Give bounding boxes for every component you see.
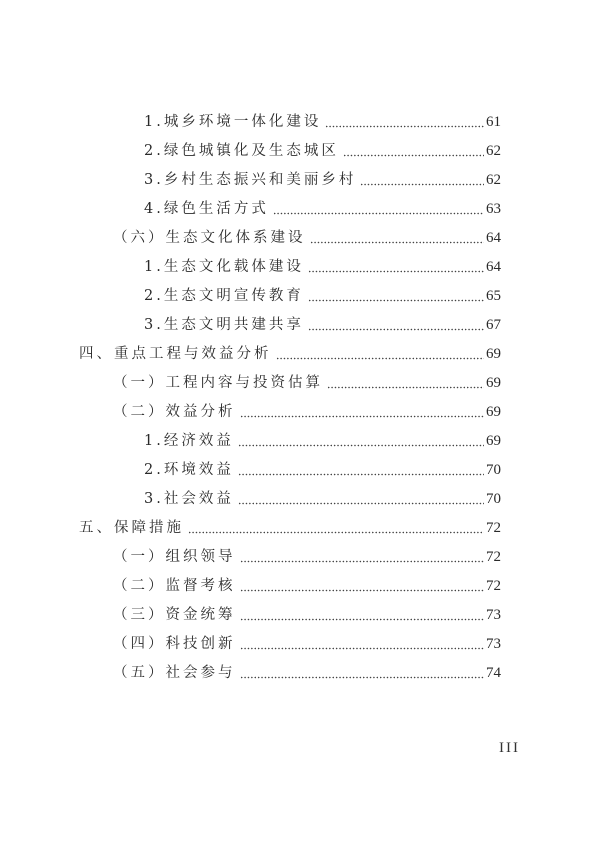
dot-leader xyxy=(240,576,485,592)
toc-entry[interactable] xyxy=(144,140,501,162)
toc-entry-page: 67 xyxy=(486,317,501,333)
toc-entry-page: 62 xyxy=(486,143,501,159)
toc-entry-label: 五、保障措施 xyxy=(79,520,184,536)
toc-entry-page: 69 xyxy=(486,346,501,362)
dot-leader xyxy=(238,460,484,476)
toc-entry-page: 72 xyxy=(486,549,501,565)
toc-entry-page: 61 xyxy=(486,114,501,130)
toc-entry-page: 70 xyxy=(486,462,501,478)
dot-leader xyxy=(240,547,485,563)
toc-entry-label: 3.乡村生态振兴和美丽乡村 xyxy=(144,172,357,188)
dot-leader xyxy=(273,199,484,215)
dot-leader xyxy=(360,170,484,186)
toc-entry[interactable] xyxy=(113,575,501,597)
toc-entry-page: 73 xyxy=(486,607,501,623)
dot-leader xyxy=(308,257,484,273)
toc-entry-label: （二）监督考核 xyxy=(113,578,236,594)
toc-entry[interactable] xyxy=(144,430,501,452)
toc-entry[interactable] xyxy=(113,633,501,655)
toc-entry[interactable] xyxy=(79,343,501,365)
page-number: III xyxy=(499,740,520,756)
toc-entry-page: 69 xyxy=(486,433,501,449)
toc-entry-page: 63 xyxy=(486,201,501,217)
toc-entry[interactable] xyxy=(113,401,501,423)
dot-leader xyxy=(308,286,484,302)
toc-entry-label: （五）社会参与 xyxy=(113,665,236,681)
dot-leader xyxy=(240,605,485,621)
toc-entry-label: 2.绿色城镇化及生态城区 xyxy=(144,143,339,159)
toc-entry-label: 四、重点工程与效益分析 xyxy=(79,346,272,362)
toc-entry[interactable] xyxy=(144,256,501,278)
toc-entry-label: （一）组织领导 xyxy=(113,549,236,565)
dot-leader xyxy=(310,228,485,244)
toc-entry-page: 74 xyxy=(486,665,501,681)
dot-leader xyxy=(240,634,485,650)
toc-entry-page: 65 xyxy=(486,288,501,304)
toc-entry[interactable] xyxy=(79,517,501,539)
dot-leader xyxy=(238,431,484,447)
toc-entry[interactable] xyxy=(113,662,501,684)
toc-entry-label: （二）效益分析 xyxy=(113,404,236,420)
toc-entry-page: 72 xyxy=(486,520,501,536)
toc-entry-label: 3.生态文明共建共享 xyxy=(144,317,304,333)
toc-entry-page: 62 xyxy=(486,172,501,188)
toc-entry-label: （三）资金统筹 xyxy=(113,607,236,623)
dot-leader xyxy=(325,112,484,128)
toc-entry[interactable] xyxy=(144,488,501,510)
dot-leader xyxy=(240,402,485,418)
toc-entry-page: 69 xyxy=(486,404,501,420)
dot-leader xyxy=(276,344,485,360)
dot-leader xyxy=(238,489,484,505)
toc-entry[interactable] xyxy=(113,546,501,568)
toc-entry-label: （一）工程内容与投资估算 xyxy=(113,375,323,391)
toc-entry-label: 2.生态文明宣传教育 xyxy=(144,288,304,304)
dot-leader xyxy=(308,315,484,331)
dot-leader xyxy=(188,518,484,534)
dot-leader xyxy=(343,141,484,157)
toc-entry[interactable] xyxy=(113,227,501,249)
toc-entry-page: 69 xyxy=(486,375,501,391)
toc-entry-label: （四）科技创新 xyxy=(113,636,236,652)
toc-entry-page: 64 xyxy=(486,230,501,246)
toc-entry[interactable] xyxy=(144,314,501,336)
toc-entry-label: （六）生态文化体系建设 xyxy=(113,230,306,246)
toc-entry-label: 1.经济效益 xyxy=(144,433,234,449)
dot-leader xyxy=(240,663,485,679)
toc-entry-label: 4.绿色生活方式 xyxy=(144,201,269,217)
toc-entry-page: 73 xyxy=(486,636,501,652)
toc-entry-page: 70 xyxy=(486,491,501,507)
toc-entry-label: 2.环境效益 xyxy=(144,462,234,478)
toc-entry[interactable] xyxy=(144,169,501,191)
toc-entry[interactable] xyxy=(144,459,501,481)
dot-leader xyxy=(327,373,484,389)
toc-entry[interactable] xyxy=(144,285,501,307)
toc-entry[interactable] xyxy=(144,198,501,220)
toc-entry-label: 3.社会效益 xyxy=(144,491,234,507)
toc-entry-label: 1.城乡环境一体化建设 xyxy=(144,114,322,130)
toc-entry-page: 72 xyxy=(486,578,501,594)
toc-entry[interactable] xyxy=(113,372,501,394)
toc-entry-page: 64 xyxy=(486,259,501,275)
toc-entry[interactable] xyxy=(113,604,501,626)
toc-entry[interactable] xyxy=(144,111,501,133)
toc-entry-label: 1.生态文化载体建设 xyxy=(144,259,304,275)
